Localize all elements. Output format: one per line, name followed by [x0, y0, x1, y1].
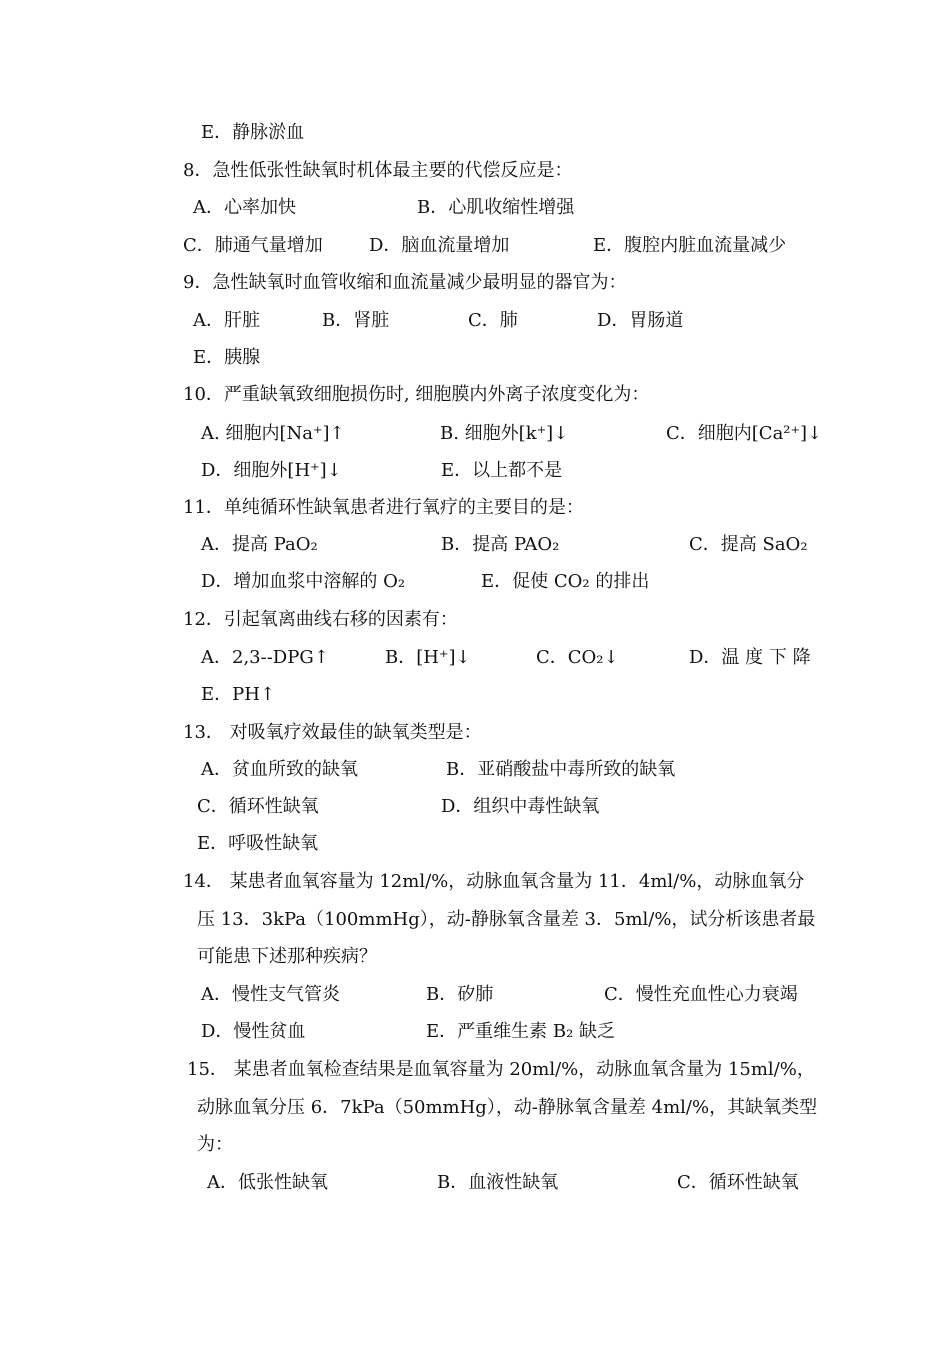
option-10b: B. 细胞外[k⁺]↓: [440, 423, 569, 444]
question-14-line-1: 14． 某患者血氧容量为 12ml/%，动脉血氧含量为 11．4ml/%，动脉血氧分: [183, 871, 805, 892]
option-15a: A．低张性缺氧: [207, 1172, 328, 1193]
question-14-line-3: 可能患下述那种疾病？: [197, 946, 377, 967]
option-11a: A．提高 PaO₂: [201, 534, 318, 555]
option-14e: E．严重维生素 B₂ 缺乏: [426, 1021, 616, 1042]
option-7e: E．静脉淤血: [201, 122, 305, 143]
option-8c: C．肺通气量增加: [183, 235, 323, 256]
option-8b: B．心肌收缩性增强: [417, 197, 575, 218]
option-10a: A. 细胞内[Na⁺]↑: [201, 423, 345, 444]
option-12a: A．2,3--DPG↑: [201, 647, 329, 668]
option-10d: D．细胞外[H⁺]↓: [201, 460, 342, 481]
question-13: 13． 对吸氧疗效最佳的缺氧类型是：: [183, 722, 482, 743]
option-12d: D．温 度 下 降: [689, 647, 811, 668]
option-11c: C．提高 SaO₂: [689, 534, 808, 555]
option-13e: E．呼吸性缺氧: [197, 833, 319, 854]
option-9e: E．胰腺: [193, 347, 261, 368]
option-11d: D．增加血浆中溶解的 O₂: [201, 571, 406, 592]
option-11b: B．提高 PAO₂: [441, 534, 560, 555]
question-11: 11．单纯循环性缺氧患者进行氧疗的主要目的是：: [183, 497, 584, 518]
option-9b: B．肾脏: [322, 310, 390, 331]
option-13c: C．循环性缺氧: [197, 796, 319, 817]
question-12: 12．引起氧离曲线右移的因素有：: [183, 609, 458, 630]
option-14d: D．慢性贫血: [201, 1021, 306, 1042]
option-12b: B．[H⁺]↓: [385, 647, 471, 668]
option-12c: C．CO₂↓: [536, 647, 619, 668]
question-15-line-1: 15． 某患者血氧检查结果是血氧容量为 20ml/%，动脉血氧含量为 15ml/%，: [187, 1059, 815, 1080]
option-9d: D．胃肠道: [597, 310, 684, 331]
option-14b: B．矽肺: [426, 984, 494, 1005]
option-8e: E．腹腔内脏血流量减少: [593, 235, 787, 256]
option-9a: A．肝脏: [193, 310, 260, 331]
question-8: 8．急性低张性缺氧时机体最主要的代偿反应是：: [183, 160, 573, 181]
option-10c: C．细胞内[Ca²⁺]↓: [666, 423, 823, 444]
option-15b: B．血液性缺氧: [437, 1172, 559, 1193]
option-11e: E．促使 CO₂ 的排出: [481, 571, 650, 592]
question-15-line-3: 为：: [197, 1134, 233, 1155]
option-13d: D．组织中毒性缺氧: [441, 796, 600, 817]
option-15c: C．循环性缺氧: [677, 1172, 799, 1193]
option-12e: E．PH↑: [201, 684, 276, 705]
question-9: 9．急性缺氧时血管收缩和血流量减少最明显的器官为：: [183, 272, 627, 293]
option-13a: A．贫血所致的缺氧: [201, 759, 358, 780]
option-14a: A．慢性支气管炎: [201, 984, 340, 1005]
question-15-line-2: 动脉血氧分压 6．7kPa（50mmHg），动-静脉氧含量差 4ml/%，其缺氧类型: [197, 1097, 818, 1118]
option-8a: A．心率加快: [193, 197, 296, 218]
option-13b: B．亚硝酸盐中毒所致的缺氧: [446, 759, 676, 780]
option-8d: D．脑血流量增加: [369, 235, 510, 256]
question-10: 10．严重缺氧致细胞损伤时, 细胞膜内外离子浓度变化为：: [183, 384, 650, 405]
question-14-line-2: 压 13．3kPa（100mmHg），动-静脉氧含量差 3．5ml/%，试分析该患者最: [197, 909, 816, 930]
option-14c: C．慢性充血性心力衰竭: [604, 984, 798, 1005]
option-10e: E．以上都不是: [441, 460, 563, 481]
option-9c: C．肺: [468, 310, 518, 331]
